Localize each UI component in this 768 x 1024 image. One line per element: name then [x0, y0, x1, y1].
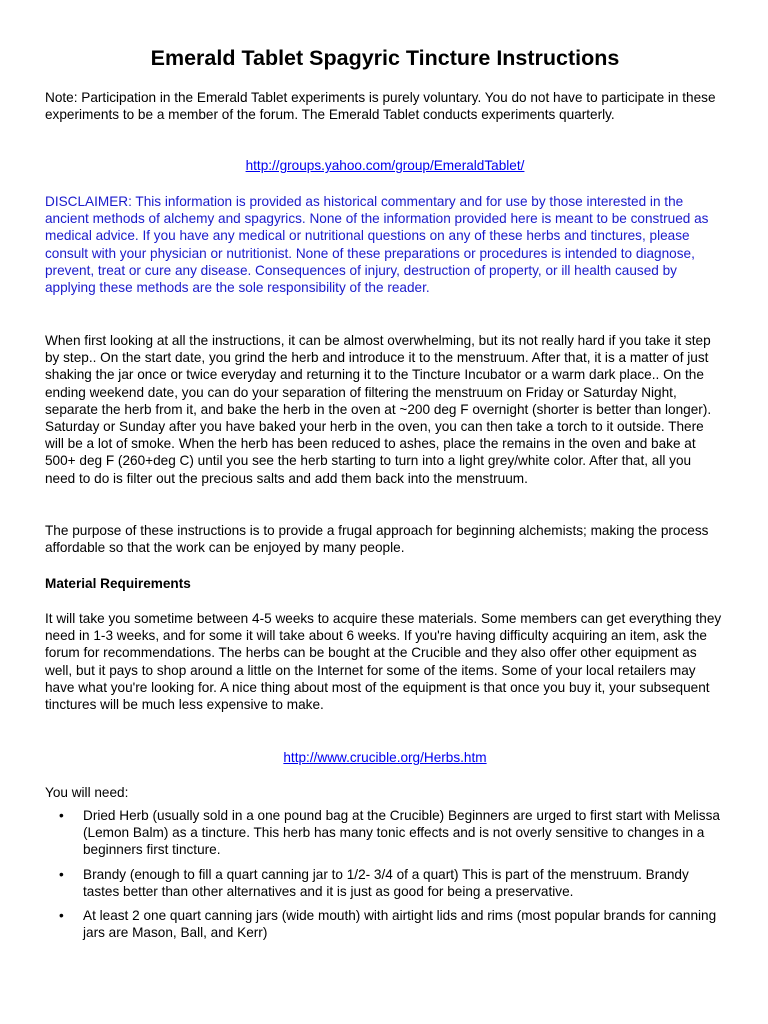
list-item — [45, 807, 725, 859]
material-requirements-heading: Material Requirements — [45, 576, 191, 591]
yahoo-group-link-line — [45, 157, 725, 174]
yahoo-group-link[interactable]: http://groups.yahoo.com/group/EmeraldTablet/ — [245, 158, 525, 173]
bullet-icon: • — [59, 908, 64, 924]
materials-paragraph: It will take you sometime between 4-5 weeks to acquire these materials. Some members can get everything they need in 1-3 weeks, and for some it will take about 6 weeks. If you're having difficulty acquiring an item, ask the forum for recommendations. The herbs can be bought at the Crucible and they also offer other equipment as well, but it pays to shop around a little on the Internet for some of the items. Some of your local retailers may have what you're looking for. A nice thing about most of the equipment is that once you buy it, your subsequent tinctures will be much less expensive to make. — [45, 611, 722, 713]
bullet-icon: • — [59, 808, 64, 823]
instructions-paragraph: When first looking at all the instructions, it can be almost overwhelming, but its not really hard if you take it step by step.. On the start date, you grind the herb and introduce it to the menstruum. After that, it is a matter of just shaking the jar once or twice everyday and returning it to the Tincture Incubator or a warm dark place.. On the ending weekend date, you can do your separation of filtering the menstruum on Friday or Saturday Night, separate the herb from it, and bake the herb in the oven at ~200 deg F overnight (shorter is better than longer). Saturday or Sunday after you have baked your herb in the oven, you can then take a torch to it outside. There will be a lot of smoke. When the herb has been reduced to ashes, place the remains in the oven and bake at 500+ deg F (260+deg C) until you see the herb starting to turn into a light grey/white color. After that, all you need to do is filter out the precious salts and add them back into the menstruum. — [45, 333, 712, 486]
bullet-icon: • — [59, 866, 64, 882]
list-item-text: Dried Herb (usually sold in a one pound bag at the Crucible) Beginners are urged to first start with Melissa (Lemon Balm) as a tincture. This herb has many tonic effects and is not overly sensitive to changes in a beginners first tincture. — [83, 808, 720, 858]
disclaimer-paragraph: DISCLAIMER: This information is provided as historical commentary and for use by those interested in the ancient methods of alchemy and spagyrics. None of the information provided here is meant to be construed as medical advice. If you have any medical or nutritional questions on any of these herbs and tinctures, please consult with your physician or nutritionist. None of these preparations or procedures is intended to diagnose, prevent, treat or cure any disease. Consequences of injury, destruction of property, or ill health caused by applying these methods are the sole responsibility of the reader. — [45, 194, 709, 296]
document-title: Emerald Tablet Spagyric Tincture Instructions — [150, 46, 620, 70]
you-will-need-label: You will need: — [45, 785, 129, 800]
list-item-text: Brandy (enough to fill a quart canning jar to 1/2- 3/4 of a quart) This is part of the menstruum. Brandy tastes better than other alternatives and it is just as good for being a preservative. — [83, 866, 689, 899]
crucible-link-line — [45, 749, 725, 766]
materials-list — [45, 807, 725, 948]
list-item — [45, 907, 725, 941]
list-item-text: At least 2 one quart canning jars (wide mouth) with airtight lids and rims (most popular brands for canning jars are Mason, Ball, and Kerr) — [83, 908, 717, 941]
crucible-herbs-link[interactable]: http://www.crucible.org/Herbs.htm — [283, 750, 487, 765]
purpose-paragraph: The purpose of these instructions is to provide a frugal approach for beginning alchemists; making the process affordable so that the work can be enjoyed by many people. — [45, 523, 709, 556]
note-paragraph: Note: Participation in the Emerald Tablet experiments is purely voluntary. You do not have to participate in these experiments to be a member of the forum. The Emerald Tablet conducts experiments quarterly. — [45, 90, 716, 123]
list-item — [45, 866, 725, 900]
